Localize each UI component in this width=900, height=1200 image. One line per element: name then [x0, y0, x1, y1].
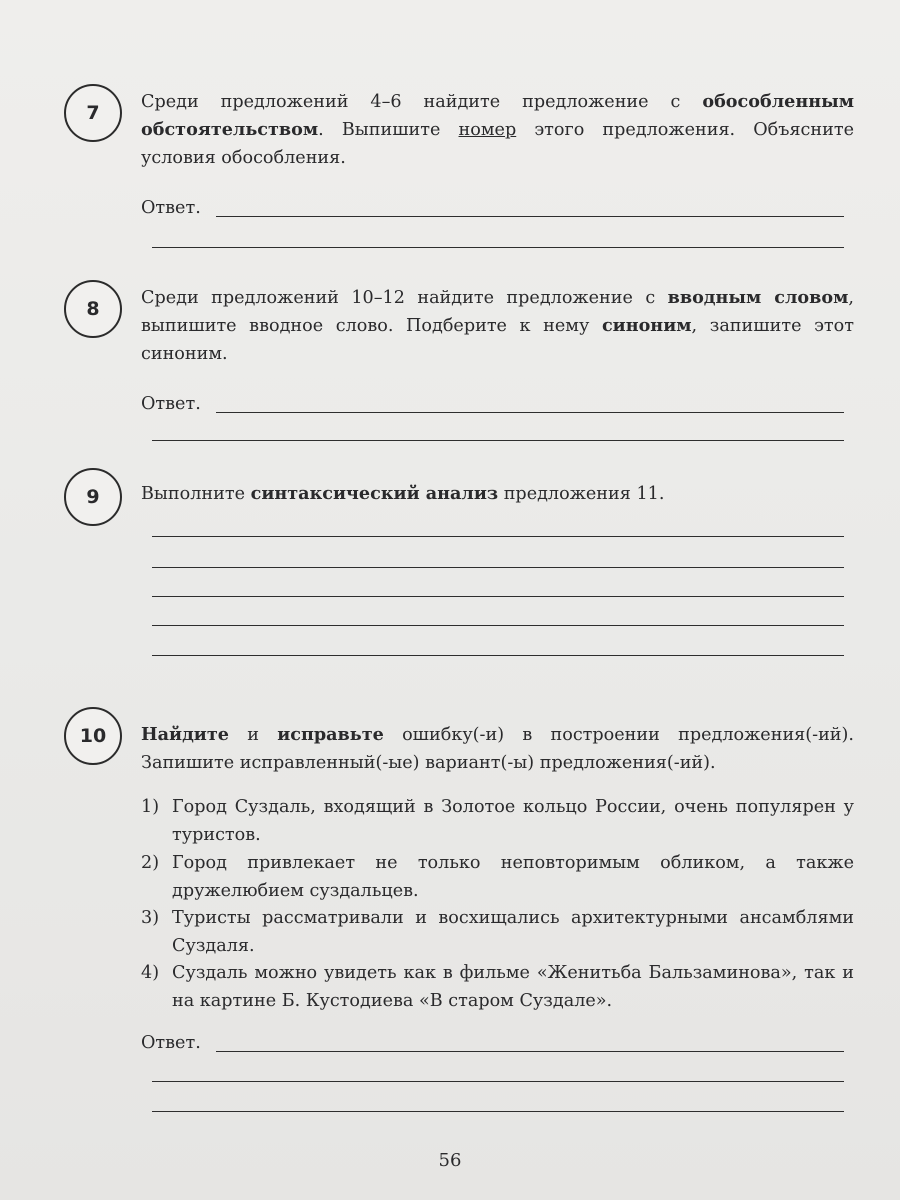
answer-line[interactable]	[152, 247, 844, 248]
task-instruction	[141, 284, 854, 368]
option-number: 3)	[141, 908, 160, 928]
task-number-badge: 8	[64, 280, 122, 338]
answer-line[interactable]	[152, 625, 844, 626]
task-instruction	[141, 88, 854, 172]
answer-line[interactable]	[152, 655, 844, 656]
instruction-text: , запишите этот синоним.	[141, 316, 854, 364]
option-number: 1)	[141, 797, 160, 817]
instruction-underlined-term: номер	[458, 120, 517, 140]
answer-line[interactable]	[152, 596, 844, 597]
answer-line[interactable]	[216, 1051, 844, 1052]
option-number: 2)	[141, 853, 160, 873]
instruction-bold-term: синтаксический анализ	[250, 483, 499, 504]
option-number: 4)	[141, 963, 160, 983]
answer-line[interactable]	[152, 1111, 844, 1112]
page-number: 56	[438, 1150, 462, 1171]
instruction-text: ошибку(-и) в построении предложения(-ий). Запишите исправленный(-ые) вариант(-ы) предложения(-ий).	[141, 725, 854, 773]
sentence-option	[141, 904, 854, 960]
sentence-option	[141, 793, 854, 849]
answer-line[interactable]	[152, 567, 844, 568]
answer-label: Ответ.	[141, 394, 201, 414]
instruction-bold-term: вводным словом	[667, 287, 849, 308]
instruction-text: предложения 11.	[498, 484, 665, 504]
sentence-option	[141, 959, 854, 1015]
answer-line[interactable]	[216, 412, 844, 413]
option-text: Туристы рассматривали и восхищались архитектурными ансамблями Суздаля.	[172, 908, 854, 956]
task-8	[64, 280, 854, 450]
instruction-bold-term: синоним	[601, 315, 692, 336]
task-number-badge: 7	[64, 84, 122, 142]
answer-row	[141, 194, 854, 222]
instruction-text: Среди предложений 10–12 найдите предложение с	[141, 288, 668, 308]
task-number-badge: 10	[64, 707, 122, 765]
instruction-text: , выпишите вводное слово. Подберите к нему	[141, 288, 854, 336]
task-instruction	[141, 480, 854, 508]
instruction-text: Среди предложений 4–6 найдите предложение с	[141, 92, 703, 112]
answer-line[interactable]	[216, 216, 844, 217]
answer-line[interactable]	[152, 536, 844, 537]
instruction-bold-term: исправьте	[277, 724, 384, 745]
instruction-text: этого предложения. Объясните условия обособления.	[141, 120, 854, 168]
sentence-option	[141, 849, 854, 905]
answer-label: Ответ.	[141, 198, 201, 218]
instruction-text: . Выпишите	[318, 120, 459, 140]
task-instruction	[141, 721, 854, 777]
option-text: Город привлекает не только неповторимым обликом, а также дружелюбием суздальцев.	[172, 853, 854, 901]
task-10	[64, 707, 854, 1127]
instruction-text: Выполните	[141, 484, 251, 504]
answer-row	[141, 390, 854, 418]
option-text: Суздаль можно увидеть как в фильме «Женитьба Бальзаминова», так и на картине Б. Кустодиева «В старом Суздале».	[172, 963, 854, 1011]
task-9	[64, 468, 854, 668]
answer-row	[141, 1029, 854, 1057]
instruction-text: и	[228, 725, 278, 745]
answer-line[interactable]	[152, 440, 844, 441]
instruction-bold-term: Найдите	[141, 724, 229, 745]
answer-line[interactable]	[152, 1081, 844, 1082]
task-number-badge: 9	[64, 468, 122, 526]
answer-label: Ответ.	[141, 1033, 201, 1053]
option-text: Город Суздаль, входящий в Золотое кольцо России, очень популярен у туристов.	[172, 797, 854, 845]
instruction-bold-term: обособленным обстоятельством	[141, 91, 854, 140]
task-7	[64, 84, 854, 254]
